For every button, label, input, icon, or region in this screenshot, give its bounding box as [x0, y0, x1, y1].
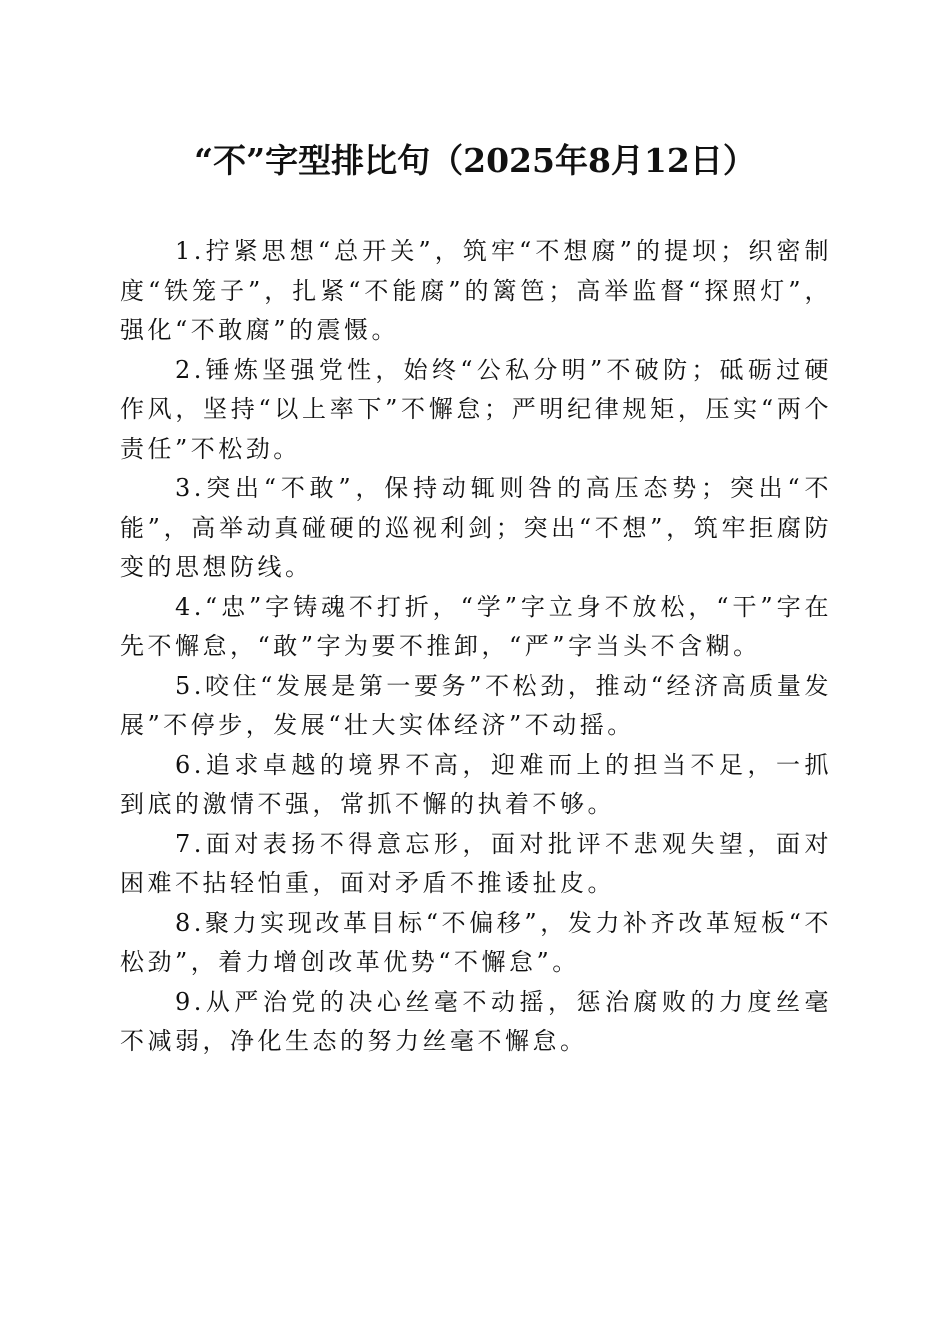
paragraph-1: 1.拧紧思想“总开关”，筑牢“不想腐”的提坝；织密制度“铁笼子”，扎紧“不能腐”的篱笆；高举监督“探照灯”，强化“不敢腐”的震慑。	[120, 237, 832, 344]
paragraph-5: 5.咬住“发展是第一要务”不松劲，推动“经济高质量发展”不停步，发展“壮大实体经济”不动摇。	[120, 671, 832, 739]
paragraph-9: 9.从严治党的决心丝毫不动摇，惩治腐败的力度丝毫不减弱，净化生态的努力丝毫不懈怠。	[120, 987, 832, 1055]
paragraph-6: 6.追求卓越的境界不高，迎难而上的担当不足，一抓到底的激情不强，常抓不懈的执着不够。	[120, 750, 832, 818]
paragraph-8: 8.聚力实现改革目标“不偏移”，发力补齐改革短板“不松劲”，着力增创改革优势“不懈怠”。	[120, 908, 832, 976]
document-body	[120, 232, 832, 1062]
paragraph-2: 2.锤炼坚强党性，始终“公私分明”不破防；砥砺过硬作风，坚持“以上率下”不懈怠；严明纪律规矩，压实“两个责任”不松劲。	[120, 355, 832, 463]
document-title: “不”字型排比句（2025年8月12日）	[194, 141, 756, 180]
paragraph-3: 3.突出“不敢”，保持动辄则咎的高压态势；突出“不能”，高举动真碰硬的巡视利剑；突出“不想”，筑牢拒腐防变的思想防线。	[120, 474, 832, 581]
paragraph-7: 7.面对表扬不得意忘形，面对批评不悲观失望，面对困难不拈轻怕重，面对矛盾不推诿扯皮。	[120, 829, 832, 897]
paragraph-4: 4.“忠”字铸魂不打折，“学”字立身不放松，“干”字在先不懈怠，“敢”字为要不推卸，“严”字当头不含糊。	[120, 592, 832, 660]
